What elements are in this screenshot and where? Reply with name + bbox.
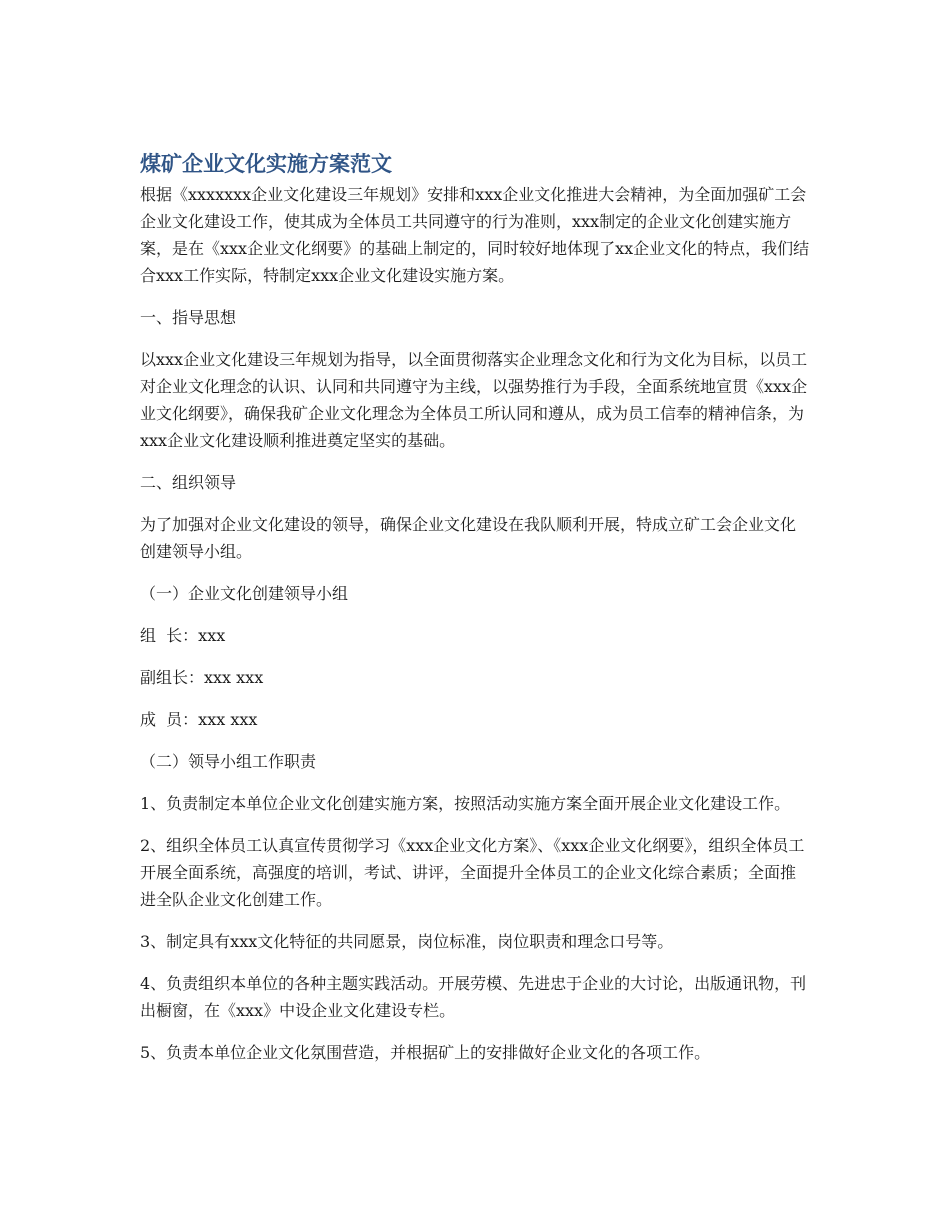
vice-leader-line: 副组长：xxx xxx	[140, 668, 264, 687]
subsection-heading-duties: （二）领导小组工作职责	[140, 752, 317, 771]
organization-paragraph: 为了加强对企业文化建设的领导，确保企业文化建设在我队顺利开展，特成立矿工会企业文化创建领导小组。	[140, 515, 797, 561]
duty-item: 4、负责组织本单位的各种主题实践活动。开展劳模、先进忠于企业的大讨论，出版通讯物，刊出橱窗，在《xxx》中设企业文化建设专栏。	[140, 974, 807, 1020]
section-heading-guiding-ideology: 一、指导思想	[140, 308, 237, 327]
leader-line: 组 长：xxx	[140, 626, 226, 645]
duty-item: 1、负责制定本单位企业文化创建实施方案，按照活动实施方案全面开展企业文化建设工作。	[140, 794, 791, 813]
intro-paragraph: 根据《xxxxxxx企业文化建设三年规划》安排和xxx企业文化推进大会精神，为全面加强矿工会企业文化建设工作，使其成为全体员工共同遵守的行为准则，xxx制定的企业文化创建实施方案，是在《xxx企业文化纲要》的基础上制定的，同时较好地体现了xx企业文化的特点，我们结合xxx工作实际，特制定xxx企业文化建设实施方案。	[140, 185, 810, 285]
duty-item: 5、负责本单位企业文化氛围营造，并根据矿上的安排做好企业文化的各项工作。	[140, 1043, 711, 1062]
guiding-ideology-paragraph: 以xxx企业文化建设三年规划为指导，以全面贯彻落实企业理念文化和行为文化为目标，以员工对企业文化理念的认识、认同和共同遵守为主线，以强势推行为手段，全面系统地宣贯《xxx企业文化纲要》，确保我矿企业文化理念为全体员工所认同和遵从，成为员工信奉的精神信条，为xxx企业文化建设顺利推进奠定坚实的基础。	[140, 350, 808, 450]
duty-item: 2、组织全体员工认真宣传贯彻学习《xxx企业文化方案》、《xxx企业文化纲要》，组织全体员工开展全面系统，高强度的培训，考试、讲评，全面提升全体员工的企业文化综合素质；全面推进全队企业文化创建工作。	[140, 836, 805, 909]
members-line: 成 员：xxx xxx	[140, 710, 258, 729]
section-heading-organization: 二、组织领导	[140, 473, 237, 492]
subsection-heading-leading-group: （一）企业文化创建领导小组	[140, 584, 349, 603]
document-body	[140, 150, 810, 1066]
duty-item: 3、制定具有xxx文化特征的共同愿景，岗位标准，岗位职责和理念口号等。	[140, 932, 674, 951]
document-title: 煤矿企业文化实施方案范文	[140, 152, 392, 176]
